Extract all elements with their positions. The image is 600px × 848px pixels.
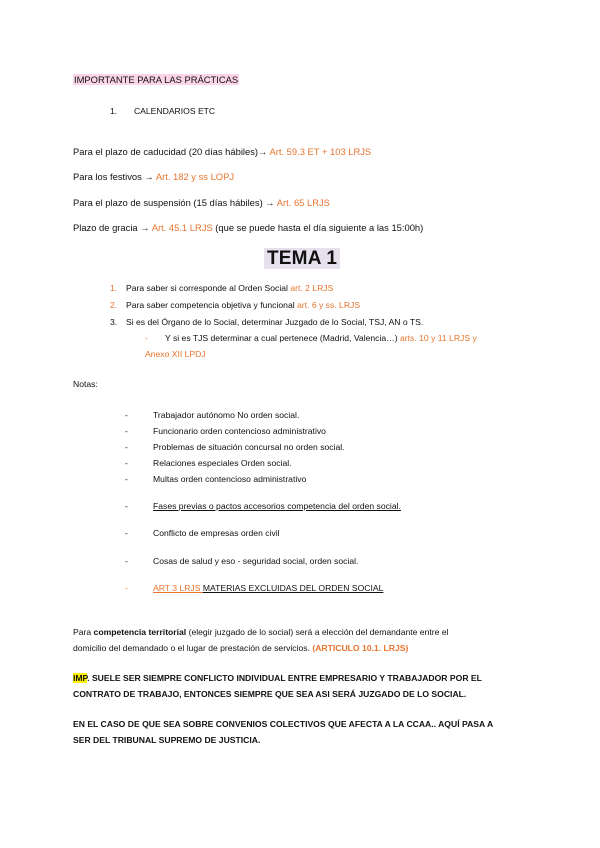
nota-text: Trabajador autónomo No orden social. (153, 410, 300, 420)
imp-paragraph (73, 673, 482, 683)
nota-text: Relaciones especiales Orden social. (153, 458, 292, 468)
plazo-text: Para los festivos → (73, 171, 156, 182)
nota-dash: - (125, 474, 128, 484)
nota-item (125, 426, 326, 436)
convenios-paragraph-line2: SER DEL TRIBUNAL SUPREMO DE JUSTICIA. (73, 735, 261, 745)
plazo-tail: (que se puede hasta el día siguiente a las 15:00h) (212, 222, 424, 233)
list-number: 2. (110, 300, 118, 310)
plazo-ref: Art. 45.1 LRJS (151, 222, 213, 233)
nota-item (125, 583, 383, 593)
sub-list-item (145, 333, 477, 343)
sub-text: Y si es TJS determinar a cual pertenece (Madrid, Valencia…) (165, 333, 401, 343)
list-item (110, 283, 333, 293)
imp-paragraph-line2: CONTRATO DE TRABAJO, ENTONCES SIEMPRE QUE SEA ASI SERÁ JUZGADO DE LO SOCIAL. (73, 689, 467, 699)
nota-dash: - (125, 410, 128, 420)
sub-bullet: - (145, 333, 148, 343)
list-item (110, 317, 423, 327)
nota-ref: ART 3 LRJS (153, 583, 203, 593)
competencia-paragraph (73, 627, 448, 637)
nota-text: MATERIAS EXCLUIDAS DEL ORDEN SOCIAL (202, 583, 384, 593)
nota-text: Problemas de situación concursal no orden social. (153, 442, 345, 452)
list-number: 1. (110, 283, 118, 293)
nota-item (125, 410, 299, 420)
plazo-text: Plazo de gracia → (73, 222, 152, 233)
nota-dash: - (125, 442, 128, 452)
page-title-text: IMPORTANTE PARA LAS PRÁCTICAS (74, 74, 239, 85)
plazo-line (73, 146, 371, 157)
plazo-ref: Art. 59.3 ET + 103 LRJS (269, 146, 372, 157)
nota-dash: - (125, 556, 128, 566)
plazo-text: Para el plazo de caducidad (20 días hábiles)→ (73, 146, 270, 157)
sub-ref-continuation: Anexo XII LPDJ (145, 349, 206, 359)
nota-text: Funcionario orden contencioso administrativo (153, 426, 326, 436)
nota-item (125, 501, 401, 511)
competencia-bold: competencia territorial (93, 627, 187, 637)
nota-item (125, 528, 280, 538)
nota-item (125, 474, 306, 484)
nota-item (125, 442, 345, 452)
imp-text: . SUELE SER SIEMPRE CONFLICTO INDIVIDUAL ENTRE EMPRESARIO Y TRABAJADOR POR EL (87, 673, 482, 683)
sub-ref: arts. 10 y 11 LRJS y (400, 333, 477, 343)
list-number: 3. (110, 317, 118, 327)
competencia-text: (elegir juzgado de lo social) será a elección del demandante entre el (186, 627, 449, 637)
nota-dash: - (125, 583, 128, 593)
convenios-paragraph: EN EL CASO DE QUE SEA SOBRE CONVENIOS COLECTIVOS QUE AFECTA A LA CCAA.. AQUÍ PASA A (73, 719, 494, 729)
nota-item (125, 458, 292, 468)
competencia-text-2: domicilio del demandado o el lugar de prestación de servicios. (73, 643, 313, 653)
section-heading (110, 106, 215, 116)
plazo-ref: Art. 65 LRJS (276, 197, 330, 208)
section-number: 1. (110, 106, 118, 116)
list-text: Si es del Órgano de lo Social, determinar Juzgado de lo Social, TSJ, AN o TS. (126, 317, 424, 327)
list-item (110, 300, 360, 310)
nota-dash: - (125, 458, 128, 468)
list-text: Para saber competencia objetiva y funcional (126, 300, 298, 310)
nota-text: Multas orden contencioso administrativo (153, 474, 307, 484)
nota-text: Fases previas o pactos accesorios competencia del orden social. (153, 501, 401, 511)
section-title: CALENDARIOS ETC (133, 106, 216, 116)
plazo-text: Para el plazo de suspensión (15 días hábiles) → (73, 197, 277, 208)
plazo-line (73, 171, 234, 182)
list-ref: art. 2 LRJS (290, 283, 334, 293)
list-text: Para saber si corresponde al Orden Social (126, 283, 291, 293)
imp-tag: IMP (73, 673, 88, 683)
plazo-line (73, 197, 330, 208)
competencia-paragraph-line2 (73, 643, 408, 653)
competencia-pre: Para (73, 627, 94, 637)
nota-text: Cosas de salud y eso - seguridad social, orden social. (153, 556, 359, 566)
competencia-ref: (ARTICULO 10.1. LRJS) (312, 643, 409, 653)
nota-dash: - (125, 426, 128, 436)
notas-label: Notas: (73, 379, 98, 389)
nota-dash: - (125, 501, 128, 511)
nota-dash: - (125, 528, 128, 538)
list-ref: art. 6 y ss. LRJS (297, 300, 361, 310)
nota-item (125, 556, 358, 566)
nota-text: Conflicto de empresas orden civil (153, 528, 280, 538)
tema-heading (264, 248, 340, 270)
plazo-ref: Art. 182 y ss LOPJ (155, 171, 235, 182)
tema-heading-text: TEMA 1 (264, 248, 340, 269)
plazo-line (73, 222, 423, 233)
page-title (73, 74, 239, 85)
